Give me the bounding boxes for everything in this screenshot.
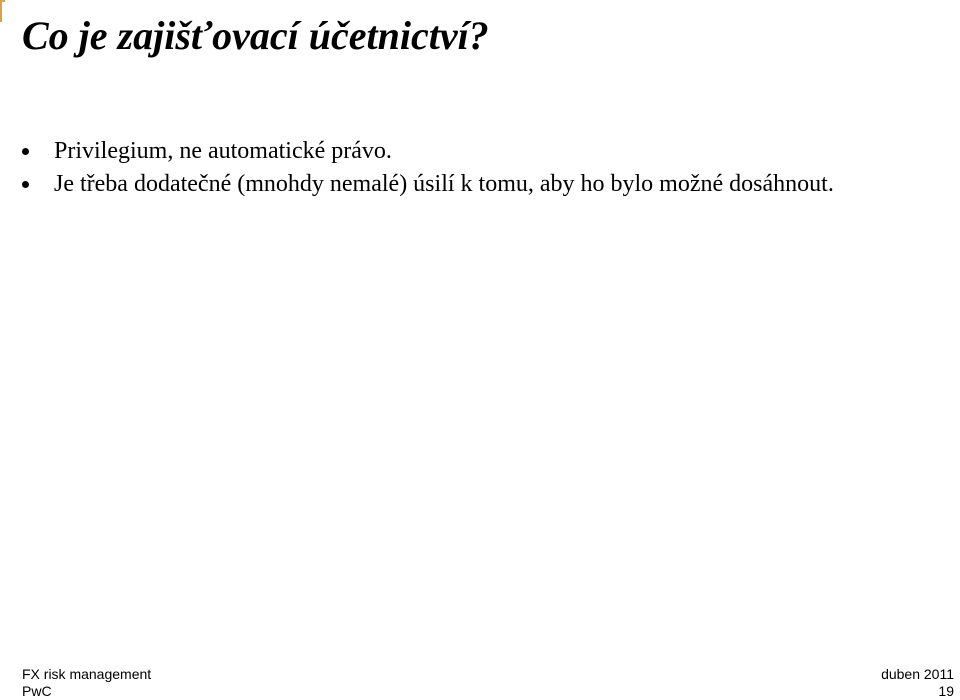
bullet-icon — [22, 148, 29, 155]
bullet-icon — [22, 181, 29, 188]
footer-page-number: 19 — [938, 683, 954, 699]
bullet-item — [22, 169, 922, 199]
corner-accent-mark — [0, 0, 5, 22]
footer-presentation-name: FX risk management — [22, 666, 152, 682]
bullet-list — [22, 136, 922, 202]
footer-company: PwC — [22, 683, 52, 699]
bullet-item — [22, 136, 922, 166]
footer-date: duben 2011 — [881, 666, 954, 682]
slide-title: Co je zajišťovací účetnictví? — [22, 13, 489, 58]
bullet-text: Privilegium, ne automatické právo. — [54, 138, 392, 164]
bullet-text: Je třeba dodatečné (mnohdy nemalé) úsilí k tomu, aby ho bylo možné dosáhnout. — [54, 171, 834, 197]
